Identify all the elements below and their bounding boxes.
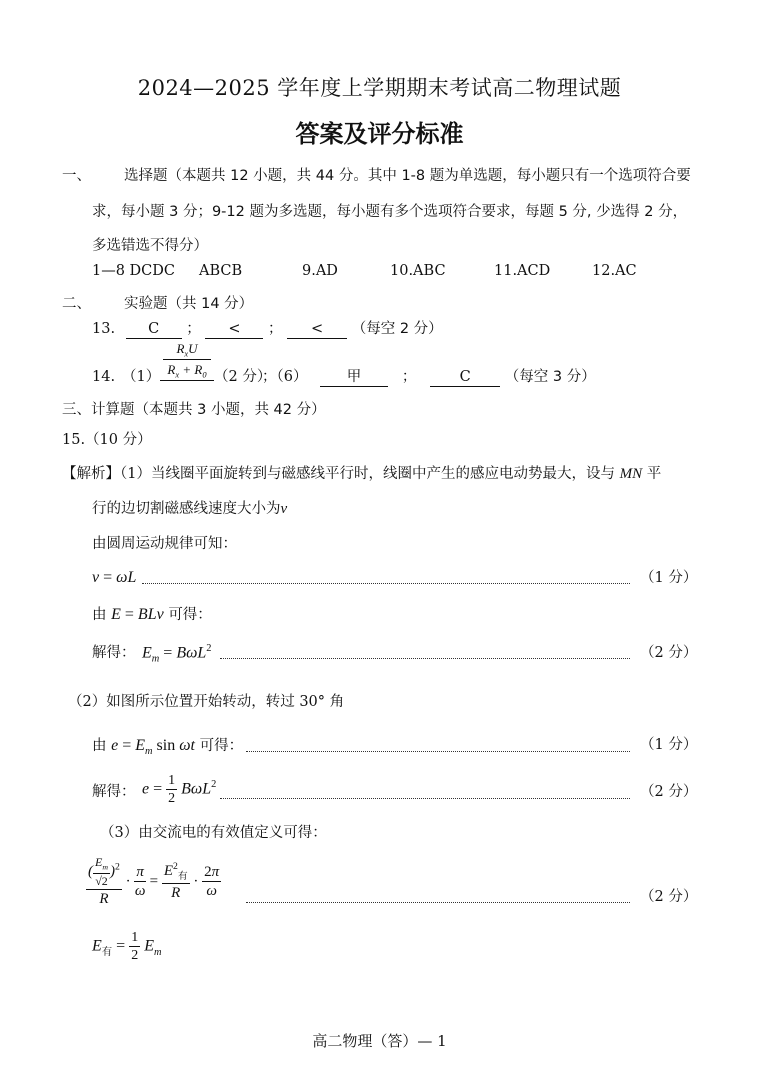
q14-part-1: （1） <box>122 369 161 385</box>
q13-blank-1: C <box>126 322 182 339</box>
q14-note: （每空 3 分） <box>504 369 596 385</box>
answer-11: 11.ACD <box>494 263 551 279</box>
section-1-line-2: 求，每小题 3 分；9-12 题为多选题，每小题有多个选项符合要求，每题 5 分, 少选得 2 分， <box>92 204 688 220</box>
equation-e-effective: $E_有$ = $\frac{1}{2}$ $E_m$ <box>92 930 162 964</box>
score-4: （2 分） <box>640 784 698 800</box>
q14-part-6: ；（6） <box>262 369 308 385</box>
q13-blank-2: < <box>205 322 263 339</box>
section-1-line-1: 选择题（本题共 12 小题，共 44 分。其中 1-8 题为单选题，每小题只有一个选项符合要 <box>124 168 691 184</box>
dot-leader <box>246 751 630 752</box>
answer-1-8: 1—8 DCDC <box>92 263 175 279</box>
analysis-line-2: 行的边切割磁感线速度大小为v <box>92 501 288 517</box>
section-2-heading: 实验题（共 14 分） <box>124 296 254 312</box>
page-title: 2024—2025 学年度上学期期末考试高二物理试题 <box>137 76 622 100</box>
analysis-line-1: 【解析】（1）当线圈平面旋转到与磁感线平行时，线圈中产生的感应电动势最大，设与 MN 平 <box>62 466 662 482</box>
question-15-label: 15.（10 分） <box>62 432 152 448</box>
q14-blank-1: 甲 <box>320 370 388 387</box>
q14-blank-underline <box>160 380 214 381</box>
equation-effective-value: ( $\frac{E_m}{√2}$ )$^2$ R · $\frac{\pi}{\omega}$ = $\frac{E^2_有}{R}$ · $\frac{2\pi}{\omega}$ <box>88 855 220 908</box>
score-2: （2 分） <box>640 645 698 661</box>
score-5: （2 分） <box>640 889 698 905</box>
page-subtitle: 答案及评分标准 <box>295 120 464 148</box>
q14-fraction-denominator: $R_x + R_0$ <box>167 362 207 380</box>
q13-note: （每空 2 分） <box>351 321 443 337</box>
answer-12: 12.AC <box>592 263 637 279</box>
equation-em: $E_m = B\omega L^2$ <box>142 643 212 665</box>
jiede-label-2: 解得： <box>92 784 136 800</box>
equation-e-blv: E = BLv <box>111 606 164 623</box>
section-2-number: 二、 <box>62 296 91 312</box>
dot-leader <box>142 583 630 584</box>
section-1-number: 一、 <box>62 168 91 184</box>
analysis-line-4: 由 E = BLv 可得： <box>92 606 212 623</box>
score-3: （1 分） <box>640 737 698 753</box>
q14-fraction-bar <box>163 359 211 360</box>
page-footer: 高二物理（答）— 1 <box>312 1032 447 1050</box>
dot-leader <box>246 902 630 903</box>
equation-v-omega-l: v = ωL <box>92 569 137 586</box>
answer-9: 9.AD <box>302 263 338 279</box>
answer-10: 10.ABC <box>390 263 446 279</box>
q14-answers: 甲 ； C （每空 3 分） <box>320 370 596 387</box>
score-1: （1 分） <box>640 570 698 586</box>
section-1-line-3: 多选错选不得分） <box>92 238 208 254</box>
q14-score-1: （2 分） <box>214 369 272 385</box>
part-3-line-1: （3）由交流电的有效值定义可得： <box>100 825 327 841</box>
part-2-line-2: 由 $e = E_m$ sin ωt 可得： <box>92 737 244 758</box>
equation-e-half: e = $\frac{1}{2}$ BωL$^2$ <box>142 773 217 807</box>
part-2-line-1: （2）如图所示位置开始转动，转过 30° 角 <box>68 694 345 710</box>
answer-5-8: ABCB <box>199 263 243 279</box>
q13-label: 13. <box>92 321 116 337</box>
analysis-label: 【解析】 <box>62 466 120 482</box>
q13-blank-3: < <box>287 322 347 339</box>
question-13-answers: 13. C ； < ； < （每空 2 分） <box>92 321 443 337</box>
q14-fraction-numerator: $R_xU$ <box>176 341 198 359</box>
jiede-label-1: 解得： <box>92 645 136 661</box>
equation-e-sin: $e = E_m$ sin ωt <box>111 737 195 758</box>
section-3-heading: 三、计算题（本题共 3 小题，共 42 分） <box>62 402 326 418</box>
dot-leader <box>220 798 630 799</box>
q14-label: 14. <box>92 369 116 385</box>
analysis-line-3: 由圆周运动规律可知： <box>92 536 237 552</box>
q14-blank-2: C <box>430 370 500 387</box>
dot-leader <box>220 658 630 659</box>
